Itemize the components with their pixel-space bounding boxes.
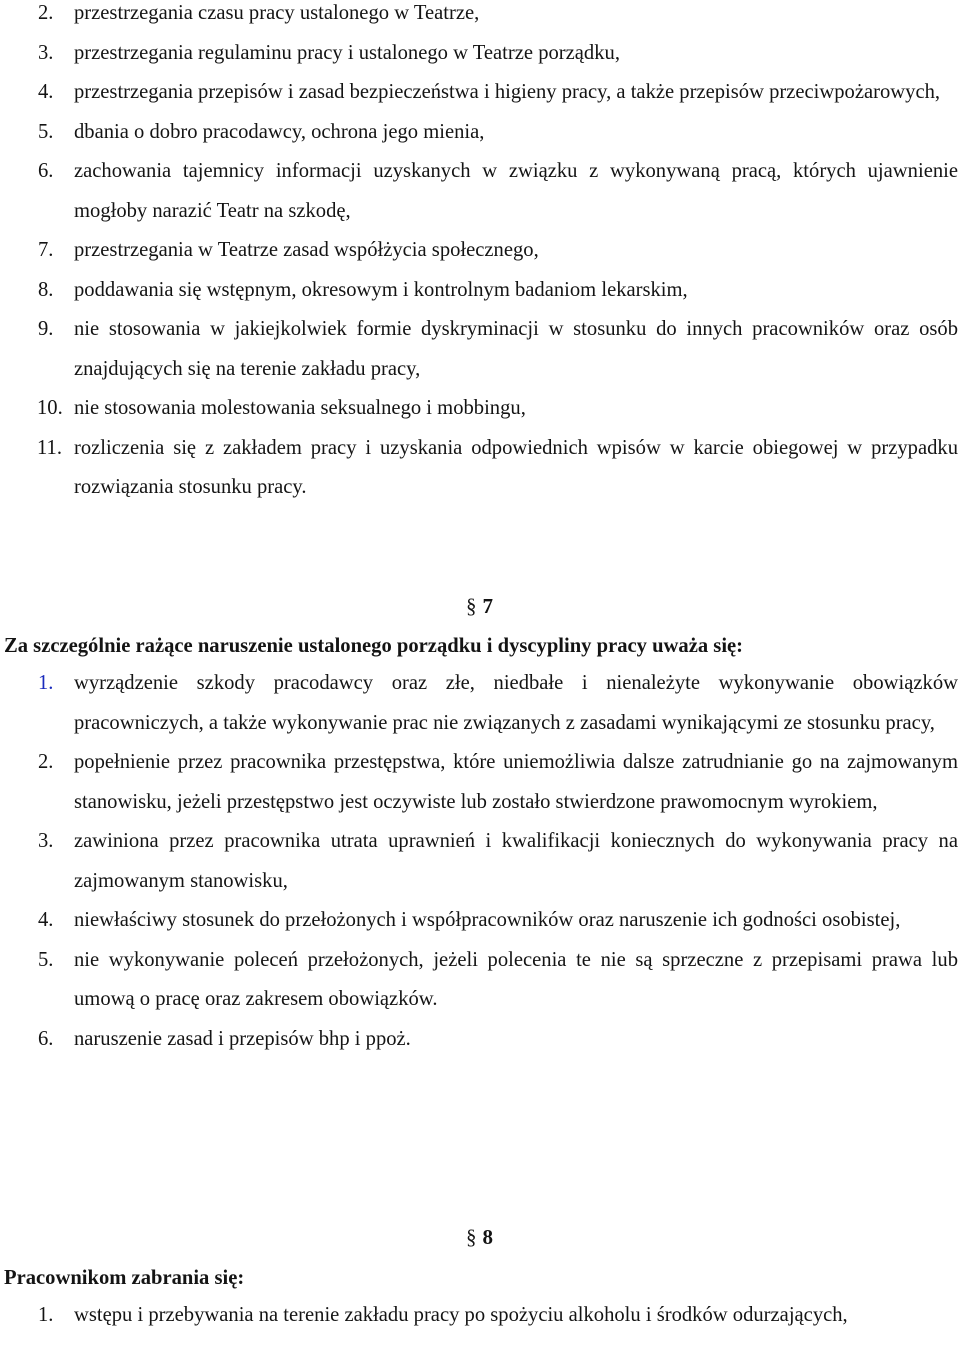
item-number: 6.	[38, 1027, 54, 1050]
list-item	[0, 73, 960, 113]
item-number: 3.	[38, 830, 54, 852]
item-text: naruszenie zasad i przepisów bhp i ppoż.	[74, 1027, 411, 1050]
item-text: niewłaściwy stosunek do przełożonych i współpracowników oraz naruszenie ich godności osobistej,	[74, 909, 901, 931]
list-item	[0, 152, 960, 231]
list-item	[0, 34, 960, 74]
list-item	[0, 310, 960, 389]
section-number-value: 8	[482, 1225, 493, 1249]
list-item	[0, 231, 960, 271]
list-item	[0, 271, 960, 311]
item-number: 4.	[38, 909, 54, 931]
section-number-value: 7	[482, 594, 493, 618]
item-number: 2.	[38, 751, 54, 773]
item-text: przestrzegania czasu pracy ustalonego w Teatrze,	[74, 2, 480, 24]
item-number: 5.	[38, 120, 54, 143]
list-item	[0, 743, 960, 822]
item-text: przestrzegania regulaminu pracy i ustalonego w Teatrze porządku,	[74, 41, 620, 64]
item-text: wstępu i przebywania na terenie zakładu pracy po spożyciu alkoholu i środków odurzających,	[74, 1304, 848, 1326]
item-text: popełnienie przez pracownika przestępstwa, które uniemożliwia dalsze zatrudnianie go na zajmowanym stanowisku, jeżeli przestępstwo jest oczywiste lub zostało stwierdzone prawomocnym wyrokiem,	[74, 751, 958, 813]
violations-list	[0, 664, 960, 1059]
item-text: nie stosowania molestowania seksualnego i mobbingu,	[74, 397, 526, 419]
list-item	[0, 389, 960, 429]
list-item	[0, 822, 960, 901]
list-item	[0, 1296, 960, 1336]
list-item	[0, 664, 960, 743]
item-text: przestrzegania w Teatrze zasad współżycia społecznego,	[74, 239, 539, 261]
section-heading: Za szczególnie rażące naruszenie ustalonego porządku i dyscypliny pracy uważa się:	[4, 635, 744, 657]
list-item	[0, 1020, 960, 1060]
item-number: 6.	[38, 160, 54, 182]
item-number: 5.	[38, 948, 54, 971]
section-number	[466, 594, 493, 618]
item-text: zachowania tajemnicy informacji uzyskanych w związku z wykonywaną pracą, których ujawnienie mogłoby narazić Teatr na szkodę,	[74, 160, 958, 222]
list-item	[0, 941, 960, 1020]
paragraph-sign: §	[466, 594, 477, 618]
item-number: 8.	[38, 278, 54, 301]
item-number: 1.	[38, 1304, 54, 1326]
item-number: 1.	[38, 672, 54, 694]
item-number: 11.	[37, 436, 62, 459]
list-item	[0, 0, 960, 34]
item-number: 9.	[38, 318, 54, 340]
item-text: nie stosowania w jakiejkolwiek formie dyskryminacji w stosunku do innych pracowników oraz osób znajdujących się na terenie zakładu pracy,	[74, 318, 958, 380]
item-number: 4.	[38, 81, 54, 103]
item-number: 2.	[38, 2, 54, 24]
item-text: wyrządzenie szkody pracodawcy oraz złe, niedbałe i nienależyte wykonywanie obowiązków pracowniczych, a także wykonywanie prac nie związanych z zasadami wynikającymi ze stosunku pracy,	[74, 672, 958, 734]
list-item	[0, 901, 960, 941]
obligations-list	[0, 0, 960, 508]
item-number: 7.	[38, 239, 54, 261]
prohibitions-list	[0, 1296, 960, 1336]
list-item	[0, 429, 960, 508]
item-number: 10.	[37, 397, 63, 419]
list-item	[0, 113, 960, 153]
item-text: zawiniona przez pracownika utrata uprawnień i kwalifikacji koniecznych do wykonywania pracy na zajmowanym stanowisku,	[74, 830, 958, 892]
item-text: nie wykonywanie poleceń przełożonych, jeżeli polecenia te nie są sprzeczne z przepisami prawa lub umową o pracę oraz zakresem obowiązków.	[74, 948, 958, 1010]
section-heading: Pracownikom zabrania się:	[4, 1267, 245, 1289]
section-number	[466, 1225, 493, 1249]
item-text: rozliczenia się z zakładem pracy i uzyskania odpowiednich wpisów w karcie obiegowej w przypadku rozwiązania stosunku pracy.	[74, 436, 958, 498]
item-text: dbania o dobro pracodawcy, ochrona jego mienia,	[74, 120, 485, 143]
paragraph-sign: §	[466, 1225, 477, 1249]
item-text: przestrzegania przepisów i zasad bezpieczeństwa i higieny pracy, a także przepisów przeciwpożarowych,	[74, 81, 941, 103]
item-text: poddawania się wstępnym, okresowym i kontrolnym badaniom lekarskim,	[74, 278, 688, 301]
item-number: 3.	[38, 41, 54, 64]
